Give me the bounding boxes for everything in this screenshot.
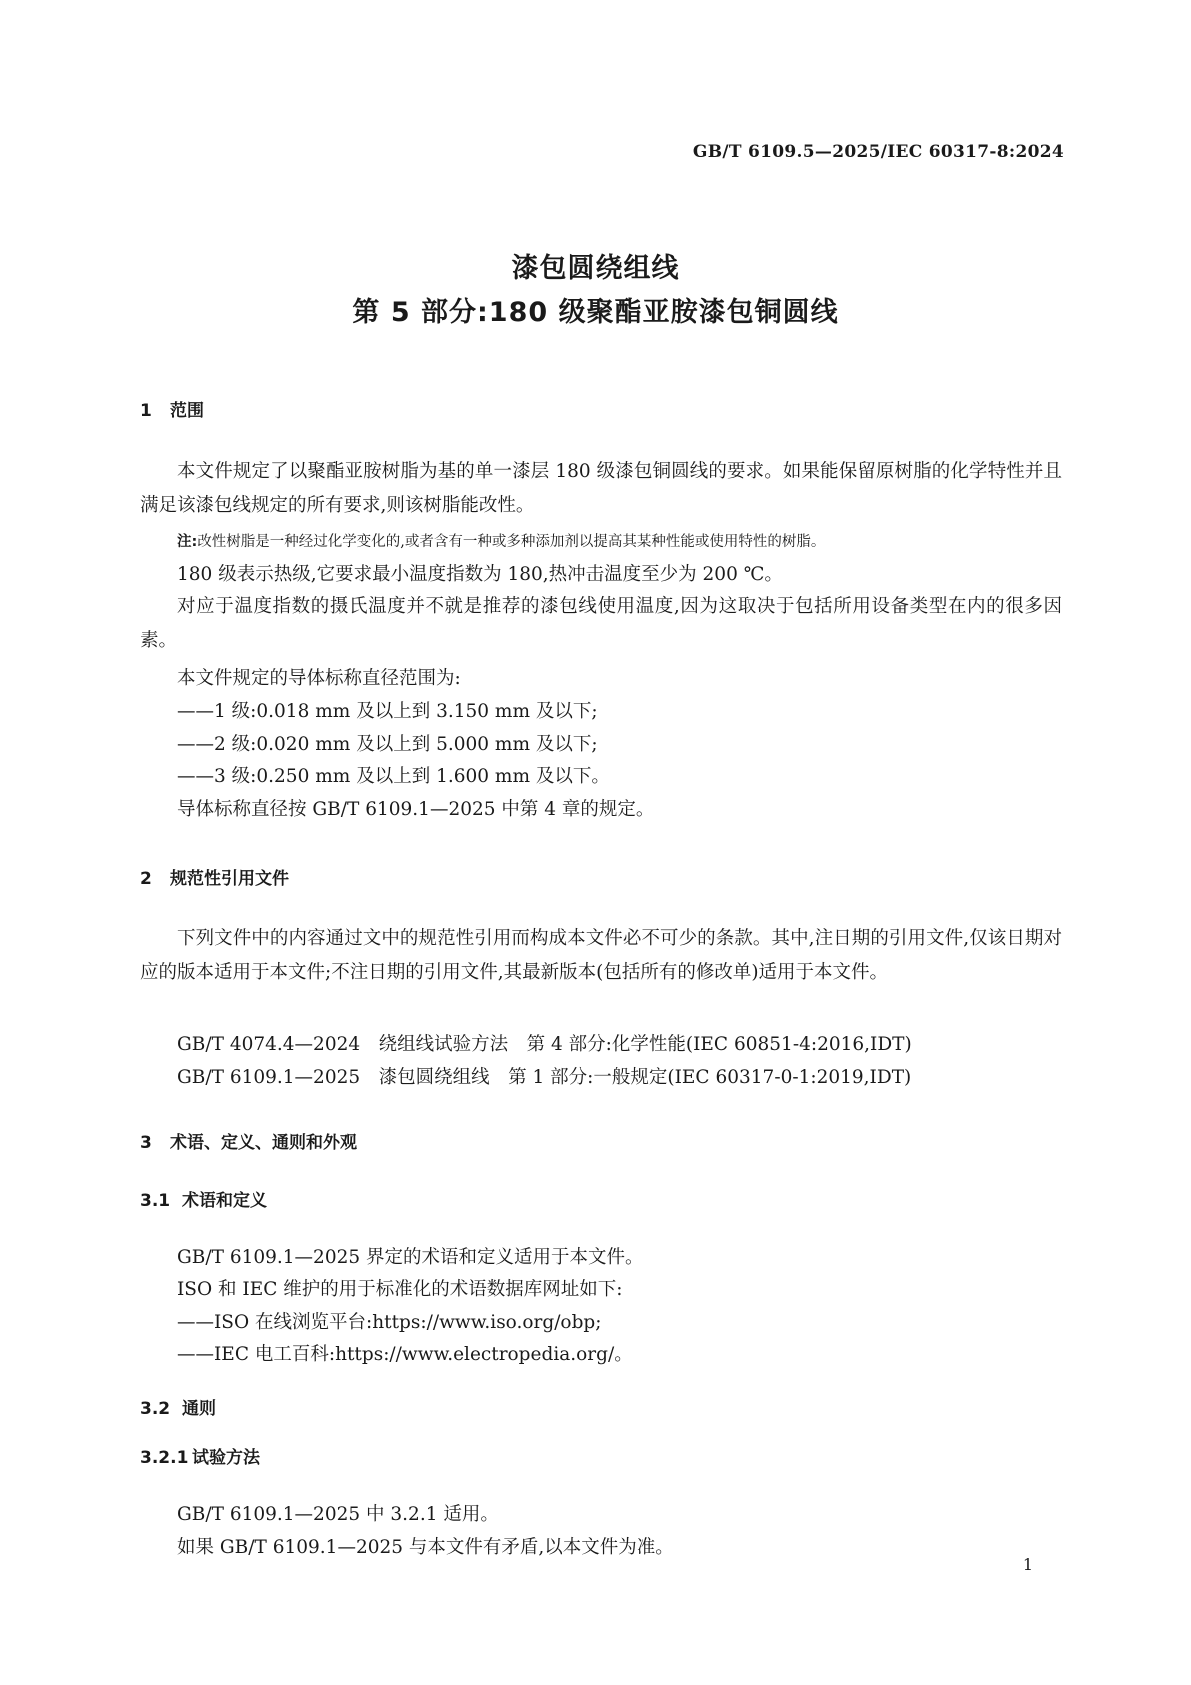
reference-item: GB/T 6109.1—2025 漆包圆绕组线 第 1 部分:一般规定(IEC 60317-0-1:2019,IDT) — [177, 1067, 912, 1088]
scope-note — [177, 530, 825, 551]
title-line-1: 漆包圆绕组线 — [511, 253, 680, 284]
section-number: 1 — [140, 401, 152, 421]
terms-paragraph-1: GB/T 6109.1—2025 界定的术语和定义适用于本文件。 — [177, 1247, 644, 1268]
reference-item: GB/T 4074.4—2024 绕组线试验方法 第 4 部分:化学性能(IEC 60851-4:2016,IDT) — [177, 1034, 912, 1055]
scope-paragraph-2: 180 级表示热级,它要求最小温度指数为 180,热冲击温度至少为 200 ℃。 — [177, 564, 783, 585]
list-item: ——3 级:0.250 mm 及以上到 1.600 mm 及以下。 — [177, 766, 610, 787]
section-title: 通则 — [182, 1399, 216, 1419]
standard-code: GB/T 6109.5—2025/IEC 60317-8:2024 — [692, 142, 1064, 162]
list-item: ——IEC 电工百科:https://www.electropedia.org/。 — [177, 1344, 633, 1365]
section-2-heading — [140, 864, 289, 889]
section-3-2-1-heading — [140, 1443, 260, 1468]
section-title: 试验方法 — [192, 1448, 260, 1468]
note-text: 改性树脂是一种经过化学变化的,或者含有一种或多种添加剂以提高其某种性能或使用特性的树脂。 — [197, 534, 826, 550]
section-number: 2 — [140, 869, 152, 889]
scope-paragraph-3: 对应于温度指数的摄氏温度并不就是推荐的漆包线使用温度,因为这取决于包括所用设备类型在内的很多因素。 — [140, 596, 1062, 651]
section-3-1-heading — [140, 1186, 267, 1211]
section-number: 3 — [140, 1133, 152, 1153]
section-title: 术语和定义 — [182, 1191, 267, 1211]
scope-paragraph-4: 本文件规定的导体标称直径范围为: — [177, 668, 461, 689]
section-3-heading — [140, 1128, 357, 1153]
test-method-paragraph-1: GB/T 6109.1—2025 中 3.2.1 适用。 — [177, 1504, 499, 1525]
section-1-heading — [140, 396, 204, 421]
list-item: ——2 级:0.020 mm 及以上到 5.000 mm 及以下; — [177, 734, 598, 755]
page-number: 1 — [1022, 1555, 1033, 1574]
title-line-2: 第 5 部分:180 级聚酯亚胺漆包铜圆线 — [352, 297, 839, 328]
list-item: ——1 级:0.018 mm 及以上到 3.150 mm 及以下; — [177, 701, 598, 722]
section-title: 术语、定义、通则和外观 — [170, 1133, 357, 1153]
list-item: ——ISO 在线浏览平台:https://www.iso.org/obp; — [177, 1312, 602, 1333]
section-number: 3.2 — [140, 1399, 171, 1419]
test-method-paragraph-2: 如果 GB/T 6109.1—2025 与本文件有矛盾,以本文件为准。 — [177, 1537, 674, 1558]
section-3-2-heading — [140, 1394, 216, 1419]
note-label: 注: — [177, 534, 198, 550]
scope-paragraph-1: 本文件规定了以聚酯亚胺树脂为基的单一漆层 180 级漆包铜圆线的要求。如果能保留原树脂的化学特性并且满足该漆包线规定的所有要求,则该树脂能改性。 — [140, 461, 1062, 516]
section-number: 3.2.1 — [140, 1448, 189, 1468]
scope-paragraph-5: 导体标称直径按 GB/T 6109.1—2025 中第 4 章的规定。 — [177, 799, 655, 820]
section-title: 规范性引用文件 — [170, 869, 289, 889]
terms-paragraph-2: ISO 和 IEC 维护的用于标准化的术语数据库网址如下: — [177, 1279, 623, 1300]
section-title: 范围 — [170, 401, 204, 421]
references-paragraph: 下列文件中的内容通过文中的规范性引用而构成本文件必不可少的条款。其中,注日期的引用文件,仅该日期对应的版本适用于本文件;不注日期的引用文件,其最新版本(包括所有的修改单)适用于本文件。 — [140, 928, 1062, 983]
section-number: 3.1 — [140, 1191, 171, 1211]
